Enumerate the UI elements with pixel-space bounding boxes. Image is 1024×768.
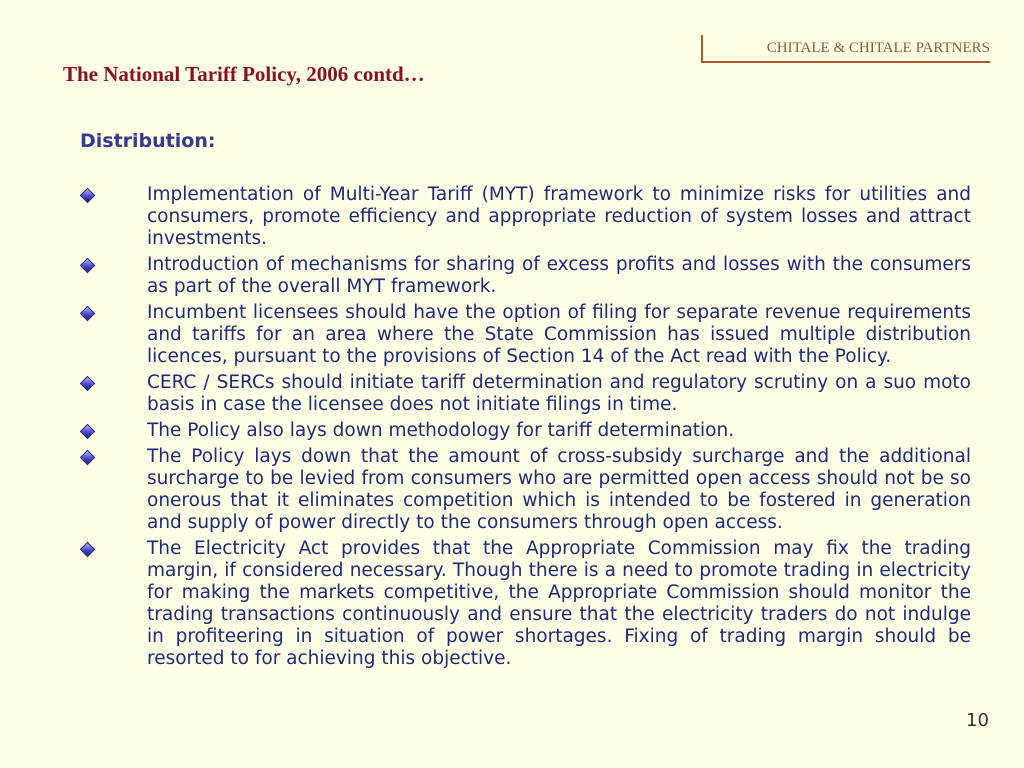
bullet-item	[80, 302, 971, 368]
diamond-bullet-icon	[80, 306, 96, 322]
bullet-text: Introduction of mechanisms for sharing of excess profits and losses with the consumers as part of the overall MYT framework.	[147, 254, 971, 297]
slide-title: The National Tariff Policy, 2006 contd…	[63, 62, 425, 86]
page-number: 10	[966, 710, 989, 731]
firm-name: CHITALE & CHITALE PARTNERS	[766, 40, 990, 56]
bullet-item	[80, 538, 971, 670]
bullet-item	[80, 446, 971, 534]
firm-logo-box	[701, 35, 990, 63]
diamond-bullet-icon	[80, 542, 96, 558]
bullet-text: The Policy also lays down methodology for tariff determination.	[147, 420, 735, 441]
bullet-text: The Electricity Act provides that the Appropriate Commission may fix the trading margin, if considered necessary. Though there is a need to promote trading in electricity for making the markets competitive, the Appropriate Commission should monitor the trading transactions continuously and ensure that the electricity traders do not indulge in profiteering in situation of power shortages. Fixing of trading margin should be resorted to for achieving this objective.	[147, 538, 971, 669]
bullet-item	[80, 420, 971, 442]
diamond-bullet-icon	[80, 424, 96, 440]
bullet-list	[80, 184, 971, 674]
diamond-bullet-icon	[80, 258, 96, 274]
bullet-item	[80, 184, 971, 250]
bullet-text: Incumbent licensees should have the option of filing for separate revenue requirements and tariffs for an area where the State Commission has issued multiple distribution licences, pursuant to the provisions of Section 14 of the Act read with the Policy.	[147, 302, 971, 367]
diamond-bullet-icon	[80, 450, 96, 466]
bullet-text: CERC / SERCs should initiate tariff determination and regulatory scrutiny on a suo moto basis in case the licensee does not initiate filings in time.	[147, 372, 971, 415]
bullet-text: The Policy lays down that the amount of cross-subsidy surcharge and the additional surcharge to be levied from consumers who are permitted open access should not be so onerous that it eliminates competition which is intended to be fostered in generation and supply of power directly to the consumers through open access.	[147, 446, 971, 533]
diamond-bullet-icon	[80, 188, 96, 204]
bullet-text: Implementation of Multi-Year Tariff (MYT) framework to minimize risks for utilities and consumers, promote efficiency and appropriate reduction of system losses and attract investments.	[147, 184, 971, 249]
section-heading: Distribution:	[80, 130, 216, 152]
bullet-item	[80, 254, 971, 298]
bullet-item	[80, 372, 971, 416]
diamond-bullet-icon	[80, 376, 96, 392]
